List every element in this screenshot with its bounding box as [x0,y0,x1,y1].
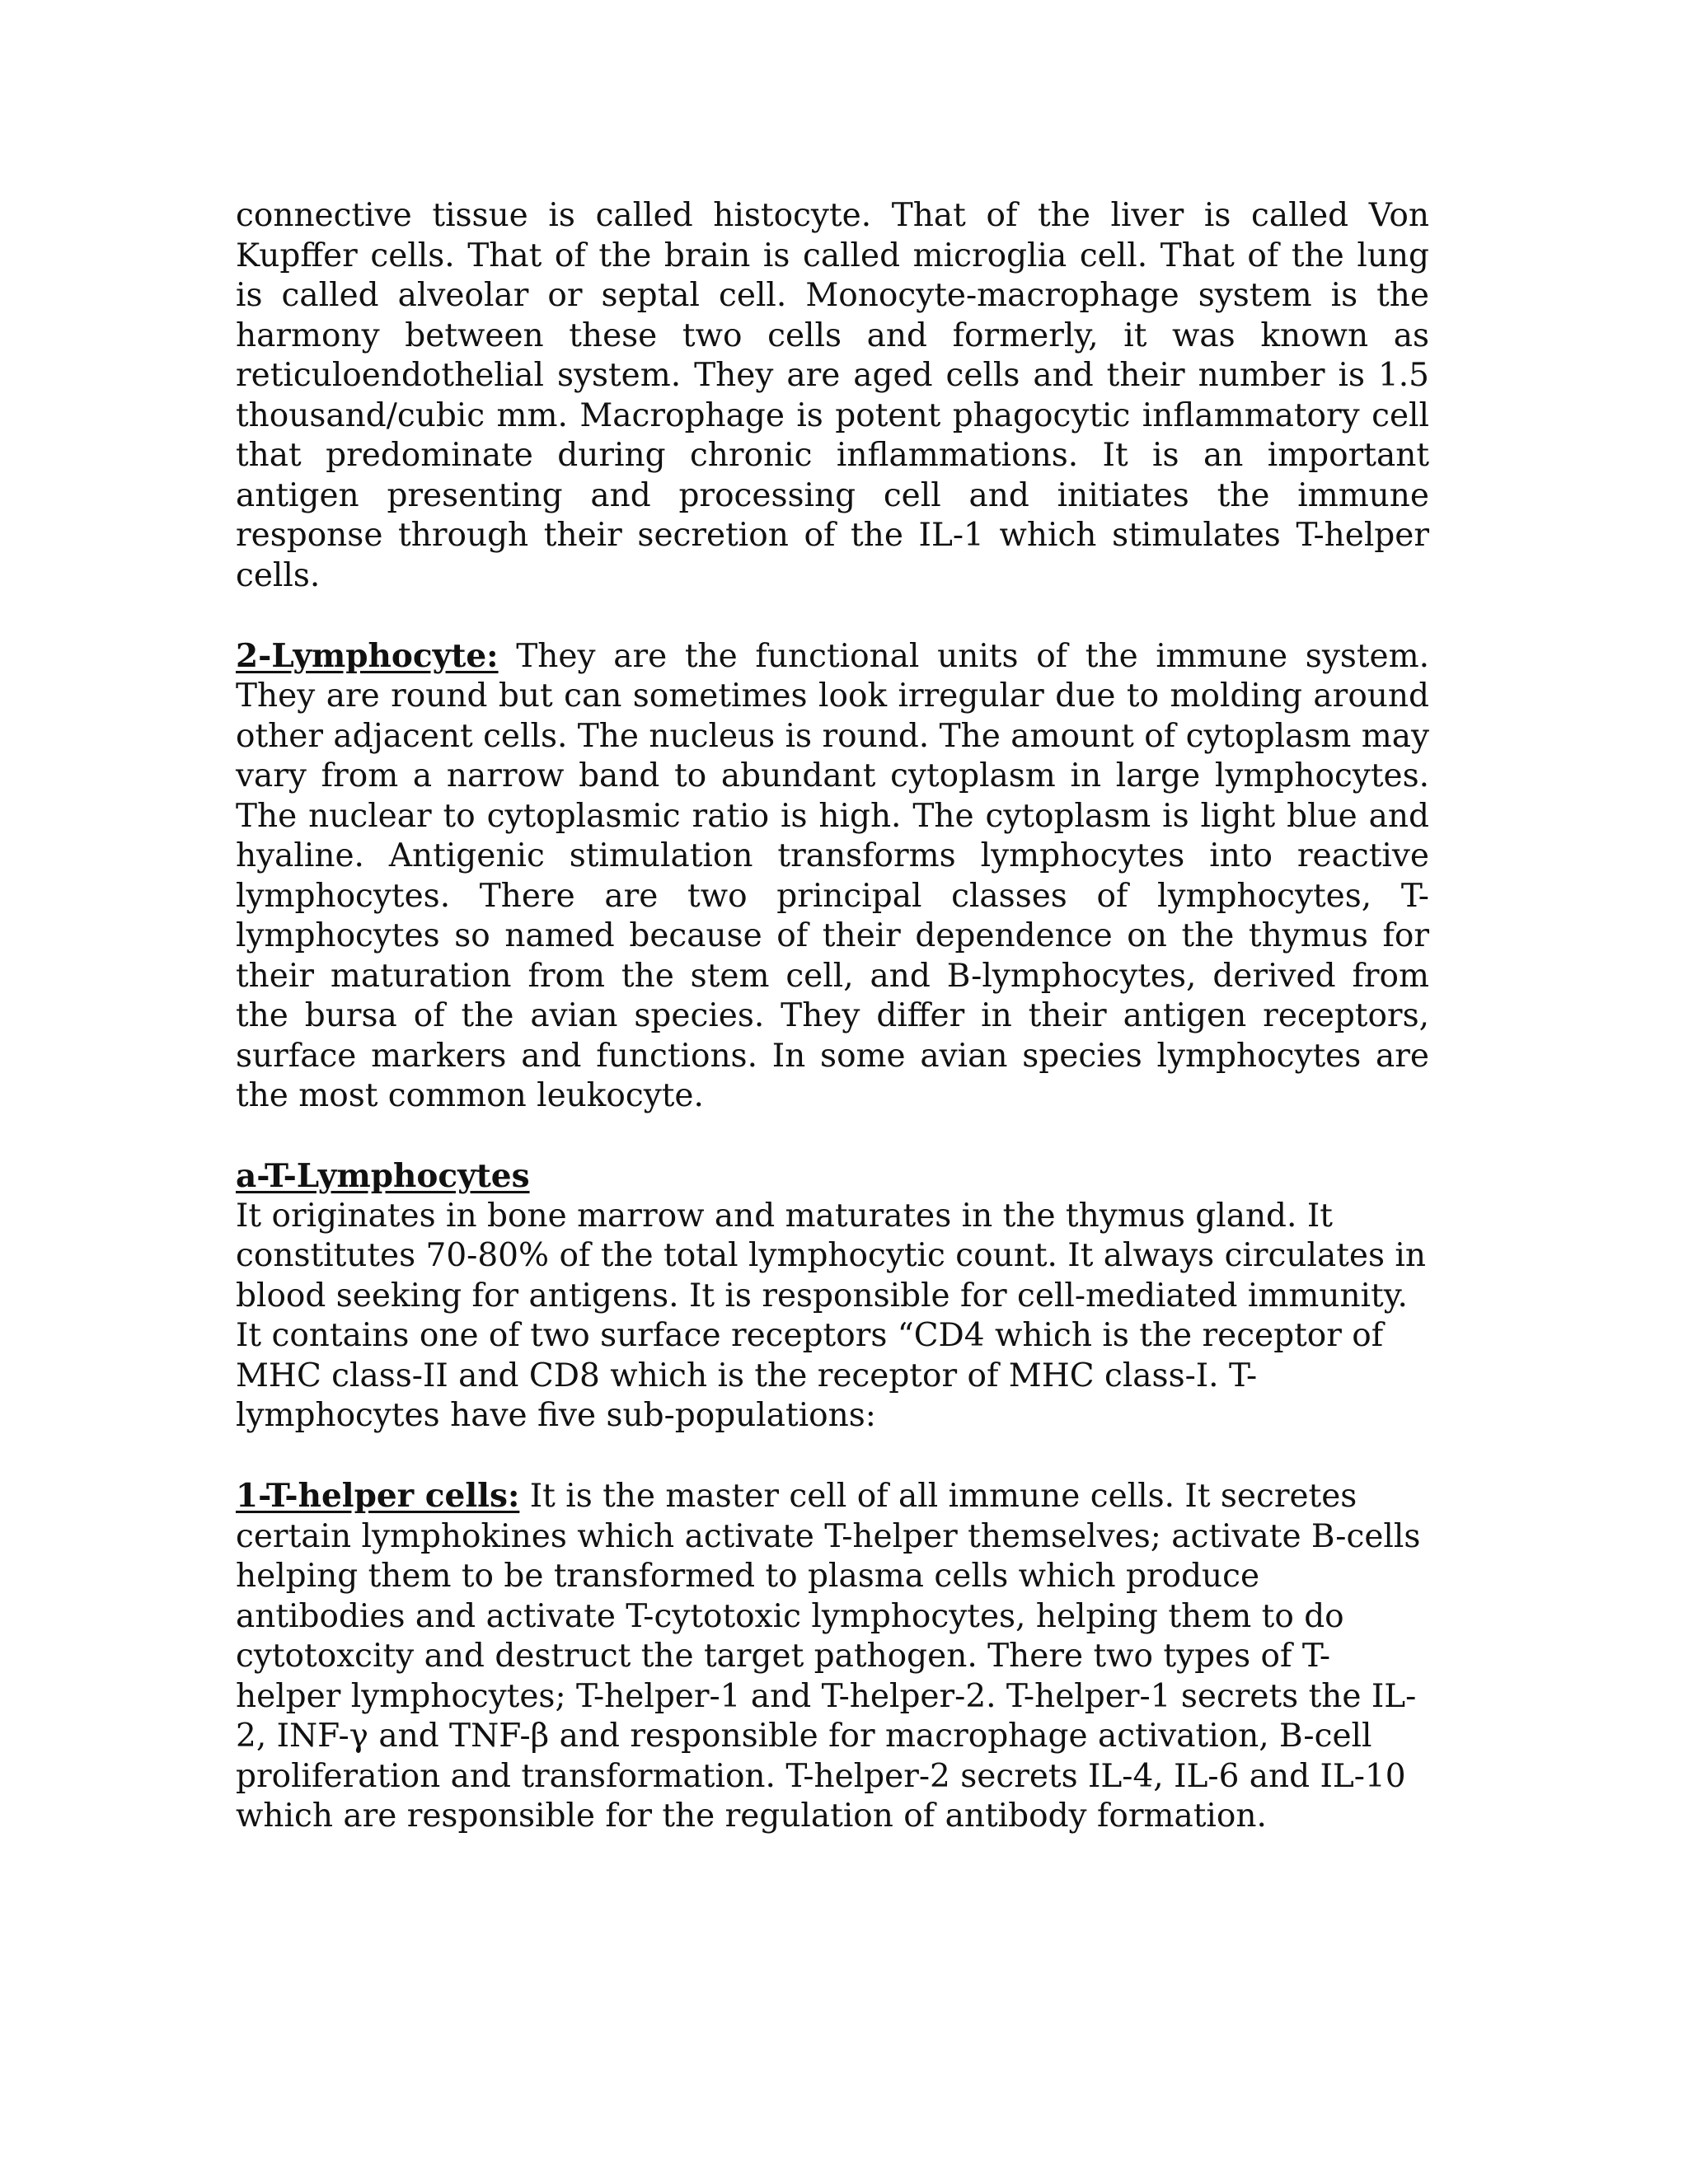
paragraph-lymphocyte [236,636,1429,1117]
paragraph-t-helper [236,1476,1429,1837]
paragraph-gap [236,596,1429,636]
paragraph-macrophage [236,196,1429,596]
section-heading-t-lymphocytes: a-T-Lymphocytes [236,1157,530,1195]
paragraph-lymphocyte-text: They are the functional units of the immune system. They are round but can sometimes look irregular due to molding around other adjacent cells. The nucleus is round. The amount of cytoplasm may vary from a narrow band to abundant cytoplasm in large lymphocytes. The nuclear to cytoplasmic ratio is high. The cytoplasm is light blue and hyaline. Antigenic stimulation transforms lymphocytes into reactive lymphocytes. There are two principal classes of lymphocytes, T-lymphocytes so named because of their dependence on the thymus for their maturation from the stem cell, and B-lymphocytes, derived from the bursa of the avian species. They differ in their antigen receptors, surface markers and functions. In some avian species lymphocytes are the most common leukocyte. [236,637,1429,1114]
section-heading-lymphocyte: 2-Lymphocyte: [236,636,499,675]
paragraph-t-lymphocytes-text: It originates in bone marrow and maturates in the thymus gland. It constitutes 70-80% of the total lymphocytic count. It always circulates in blood seeking for antigens. It is responsible for cell-mediated immunity. It contains one of two surface receptors “CD4 which is the receptor of MHC class-II and CD8 which is the receptor of MHC class-I. T-lymphocytes have five sub-populations: [236,1197,1426,1434]
paragraph-gap [236,1436,1429,1477]
paragraph-gap [236,1117,1429,1157]
paragraph-macrophage-text: connective tissue is called histocyte. That of the liver is called Von Kupffer cells. That of the brain is called microglia cell. That of the lung is called alveolar or septal cell. Monocyte-macrophage system is the harmony between these two cells and formerly, it was known as reticuloendothelial system. They are aged cells and their number is 1.5 thousand/cubic mm. Macrophage is potent phagocytic inflammatory cell that predominate during chronic inflammations. It is an important antigen presenting and processing cell and initiates the immune response through their secretion of the IL-1 which stimulates T-helper cells. [236,197,1429,594]
document-page [236,196,1429,1837]
section-heading-t-helper: 1-T-helper cells: [236,1477,520,1515]
paragraph-t-lymphocytes [236,1156,1429,1436]
paragraph-t-helper-text: It is the master cell of all immune cells. It secretes certain lymphokines which activate T-helper themselves; activate B-cells helping them to be transformed to plasma cells which produce antibodies and activate T-cytotoxic lymphocytes, helping them to do cytotoxcity and destruct the target pathogen. There two types of T-helper lymphocytes; T-helper-1 and T-helper-2. T-helper-1 secrets the IL-2, INF-γ and TNF-β and responsible for macrophage activation, B-cell proliferation and transformation. T-helper-2 secrets IL-4, IL-6 and IL-10 which are responsible for the regulation of antibody formation. [236,1478,1421,1835]
